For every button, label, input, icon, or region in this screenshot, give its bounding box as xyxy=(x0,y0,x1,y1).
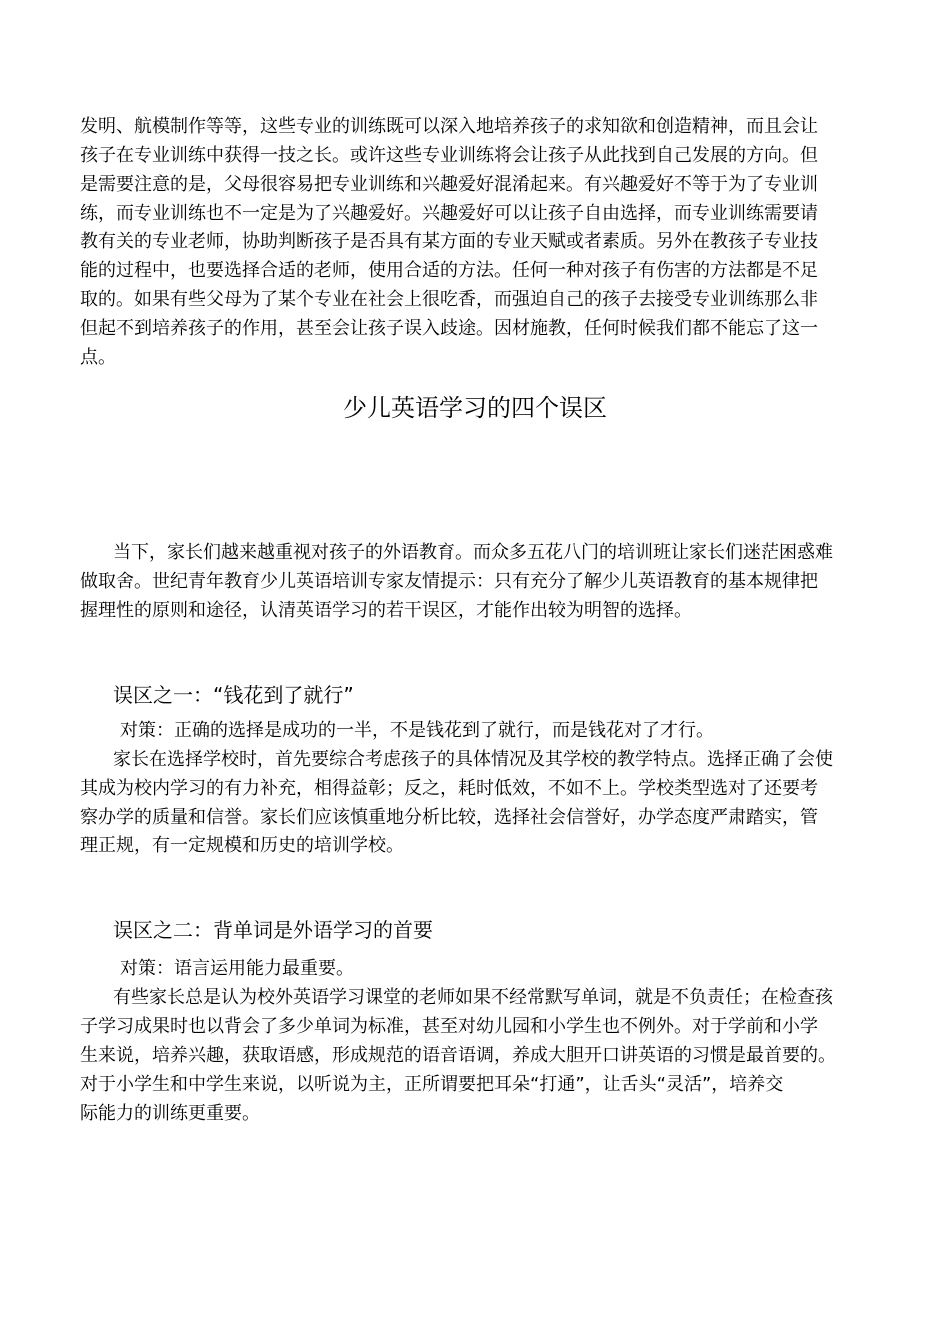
text-line: 取的。如果有些父母为了某个专业在社会上很吃香，而强迫自己的孩子去接受专业训练那么非 xyxy=(80,289,818,310)
section-heading: 误区之二：背单词是外语学习的首要 xyxy=(113,918,433,942)
countermeasure-text: 对策：语言运用能力最重要。 xyxy=(120,958,354,979)
text-line: 做取舍。世纪青年教育少儿英语培训专家友情提示：只有充分了解少儿英语教育的基本规律把 xyxy=(80,571,818,592)
text-line: 家长在选择学校时，首先要综合考虑孩子的具体情况及其学校的教学特点。选择正确了会使 xyxy=(113,749,833,770)
text-line: 孩子在专业训练中获得一技之长。或许这些专业训练将会让孩子从此找到自己发展的方向。但 xyxy=(80,145,818,166)
countermeasure-text: 对策：正确的选择是成功的一半，不是钱花到了就行，而是钱花对了才行。 xyxy=(120,720,714,741)
text-line: 教有关的专业老师，协助判断孩子是否具有某方面的专业天赋或者素质。另外在教孩子专业技 xyxy=(80,231,818,252)
text-line: 是需要注意的是，父母很容易把专业训练和兴趣爱好混淆起来。有兴趣爱好不等于为了专业训 xyxy=(80,174,818,195)
text-line: 对于小学生和中学生来说，以听说为主，正所谓要把耳朵“打通”，让舌头“灵活”，培养交 xyxy=(80,1074,784,1095)
text-line: 察办学的质量和信誉。家长们应该慎重地分析比较，选择社会信誉好，办学态度严肃踏实，管 xyxy=(80,807,818,828)
text-line: 练，而专业训练也不一定是为了兴趣爱好。兴趣爱好可以让孩子自由选择，而专业训练需要请 xyxy=(80,203,818,224)
text-line: 子学习成果时也以背会了多少单词为标准，甚至对幼儿园和小学生也不例外。对于学前和小学 xyxy=(80,1016,818,1037)
text-line: 握理性的原则和途径，认清英语学习的若干误区，才能作出较为明智的选择。 xyxy=(80,600,692,621)
text-line: 际能力的训练更重要。 xyxy=(80,1103,260,1124)
text-line: 但起不到培养孩子的作用，甚至会让孩子误入歧途。因材施教，任何时候我们都不能忘了这一 xyxy=(80,318,818,339)
text-line: 其成为校内学习的有力补充，相得益彰；反之，耗时低效，不如不上。学校类型选对了还要考 xyxy=(80,778,818,799)
text-line: 点。 xyxy=(80,347,116,368)
text-line: 当下，家长们越来越重视对孩子的外语教育。而众多五花八门的培训班让家长们迷茫困惑难 xyxy=(113,542,833,563)
article-title: 少儿英语学习的四个误区 xyxy=(343,394,607,422)
text-line: 发明、航模制作等等，这些专业的训练既可以深入地培养孩子的求知欲和创造精神，而且会让 xyxy=(80,116,818,137)
text-line: 能的过程中，也要选择合适的老师，使用合适的方法。任何一种对孩子有伤害的方法都是不足 xyxy=(80,260,818,281)
text-line: 有些家长总是认为校外英语学习课堂的老师如果不经常默写单词，就是不负责任；在检查孩 xyxy=(113,987,833,1008)
text-line: 生来说，培养兴趣，获取语感，形成规范的语音语调，养成大胆开口讲英语的习惯是最首要的。 xyxy=(80,1045,836,1066)
section-heading: 误区之一：“钱花到了就行” xyxy=(113,683,354,707)
text-line: 理正规，有一定规模和历史的培训学校。 xyxy=(80,835,404,856)
